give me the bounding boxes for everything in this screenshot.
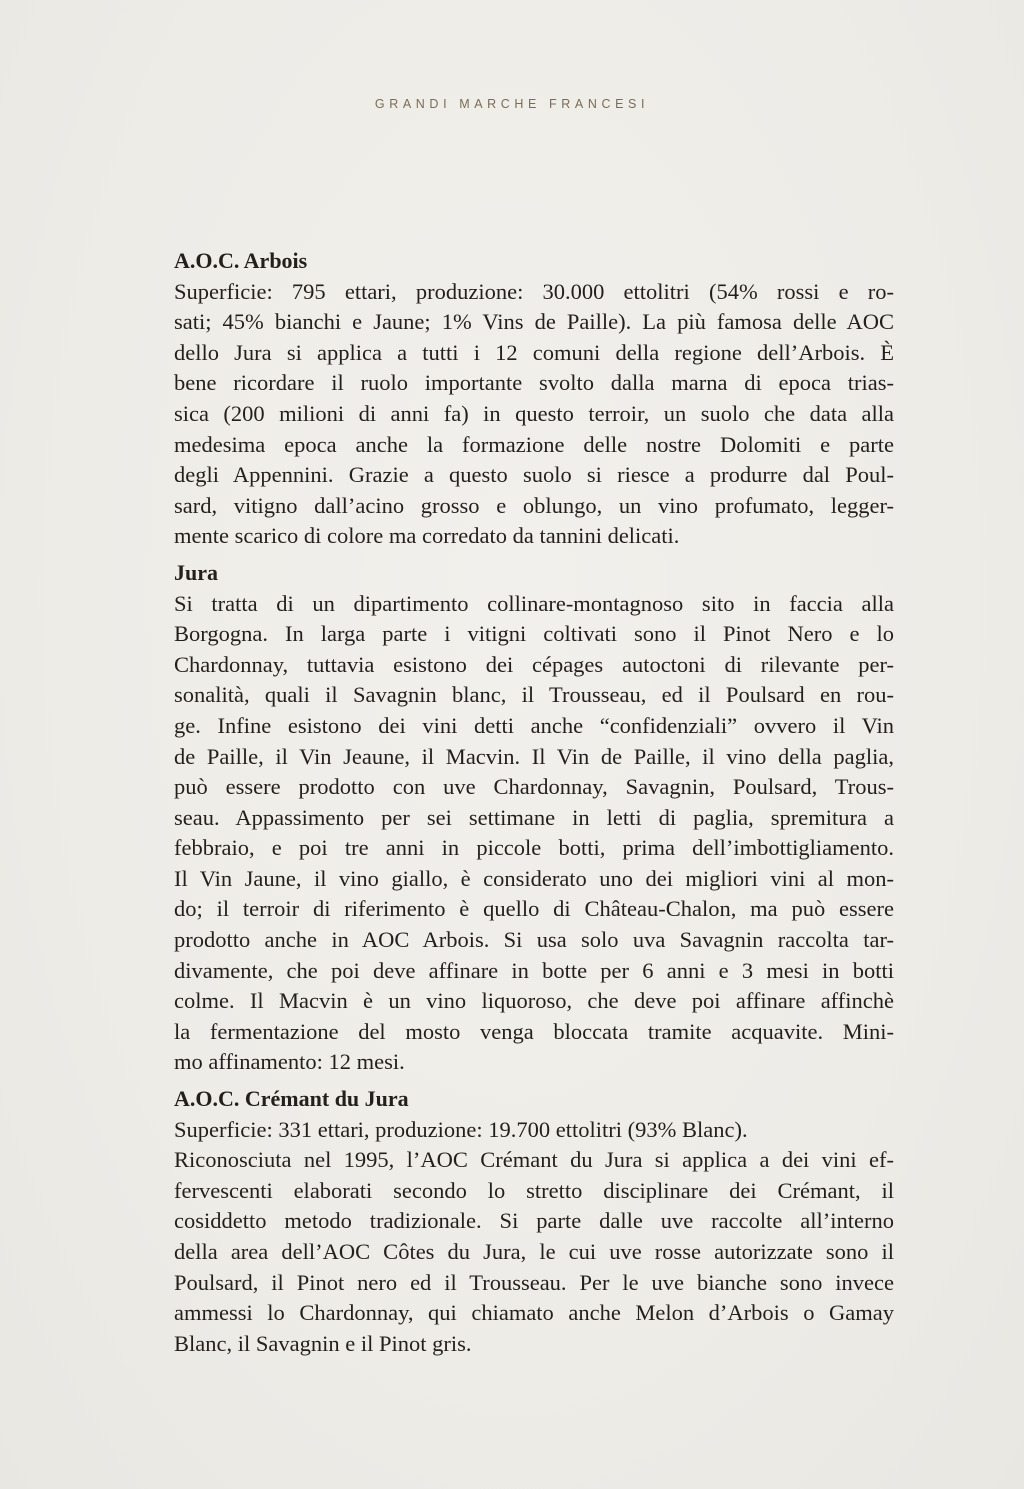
text-line: medesima epoca anche la formazione delle nostre Dolomiti e parte bbox=[174, 431, 894, 457]
text-line: de Paille, il Vin Jeaune, il Macvin. Il Vin de Paille, il vino della paglia, bbox=[174, 743, 894, 769]
text-line: della area dell’AOC Côtes du Jura, le cui uve rosse autorizzate sono il bbox=[174, 1239, 894, 1264]
text-line: può essere prodotto con uve Chardonnay, Savagnin, Poulsard, Trous- bbox=[174, 774, 894, 800]
section-jura bbox=[174, 558, 894, 1078]
text-line: divamente, che poi deve affinare in botte per 6 anni e 3 mesi in botti bbox=[174, 957, 894, 983]
text-line: sati; 45% bianchi e Jaune; 1% Vins de Paille). La più famosa delle AOC bbox=[174, 309, 894, 335]
section-heading: Jura bbox=[174, 559, 218, 585]
text-line: mente scarico di colore ma corredato da tannini delicati. bbox=[174, 523, 680, 549]
text-line: Riconosciuta nel 1995, l’AOC Crémant du Jura si applica a dei vini ef- bbox=[174, 1147, 894, 1173]
section-heading: A.O.C. Arbois bbox=[174, 248, 308, 273]
text-line: ammessi lo Chardonnay, qui chiamato anche Melon d’Arbois o Gamay bbox=[174, 1300, 894, 1326]
text-line: Poulsard, il Pinot nero ed il Trousseau. Per le uve bianche sono invece bbox=[174, 1269, 894, 1295]
text-line: fervescenti elaborati secondo lo stretto disciplinare dei Crémant, il bbox=[174, 1177, 894, 1203]
running-head: GRANDI MARCHE FRANCESI bbox=[374, 97, 650, 111]
section-heading: A.O.C. Crémant du Jura bbox=[174, 1086, 409, 1112]
text-line: prodotto anche in AOC Arbois. Si usa solo uva Savagnin raccolta tar- bbox=[174, 927, 894, 953]
text-line: cosiddetto metodo tradizionale. Si parte dalle uve raccolte all’interno bbox=[174, 1208, 894, 1234]
text-line: do; il terroir di riferimento è quello di Château-Chalon, ma può essere bbox=[174, 896, 894, 922]
text-line: Blanc, il Savagnin e il Pinot gris. bbox=[174, 1330, 472, 1356]
text-line: Il Vin Jaune, il vino giallo, è considerato uno dei migliori vini al mon- bbox=[174, 865, 894, 891]
text-line: ge. Infine esistono dei vini detti anche “confidenziali” ovvero il Vin bbox=[174, 712, 894, 738]
text-line: sonalità, quali il Savagnin blanc, il Trousseau, ed il Poulsard en rou- bbox=[174, 682, 894, 708]
text-line: dello Jura si applica a tutti i 12 comuni della regione dell’Arbois. È bbox=[174, 339, 894, 365]
text-line: bene ricordare il ruolo importante svolto dalla marna di epoca trias- bbox=[174, 370, 894, 396]
text-line: febbraio, e poi tre anni in piccole botti, prima dell’imbottigliamento. bbox=[174, 835, 894, 861]
text-line: seau. Appassimento per sei settimane in letti di paglia, spremitura a bbox=[174, 804, 894, 830]
text-line: Superficie: 331 ettari, produzione: 19.700 ettolitri (93% Blanc). bbox=[174, 1116, 748, 1142]
text-line: la fermentazione del mosto venga bloccata tramite acquavite. Mini- bbox=[174, 1018, 894, 1044]
text-line: Superficie: 795 ettari, produzione: 30.000 ettolitri (54% rossi e ro- bbox=[174, 278, 894, 304]
section-aoc-arbois bbox=[174, 246, 894, 552]
text-line: Si tratta di un dipartimento collinare-montagnoso sito in faccia alla bbox=[174, 590, 894, 616]
text-line: Borgogna. In larga parte i vitigni coltivati sono il Pinot Nero e lo bbox=[174, 621, 894, 647]
section-cremant-du-jura bbox=[174, 1084, 894, 1359]
text-line: colme. Il Macvin è un vino liquoroso, che deve poi affinare affinchè bbox=[174, 988, 894, 1014]
text-line: sica (200 milioni di anni fa) in questo terroir, un suolo che data alla bbox=[174, 400, 894, 426]
text-line: Chardonnay, tuttavia esistono dei cépages autoctoni di rilevante per- bbox=[174, 651, 894, 677]
page-body bbox=[174, 246, 894, 1359]
text-line: sard, vitigno dall’acino grosso e oblungo, un vino profumato, legger- bbox=[174, 492, 894, 518]
text-line: mo affinamento: 12 mesi. bbox=[174, 1049, 405, 1075]
text-line: degli Appennini. Grazie a questo suolo si riesce a produrre dal Poul- bbox=[174, 462, 894, 488]
